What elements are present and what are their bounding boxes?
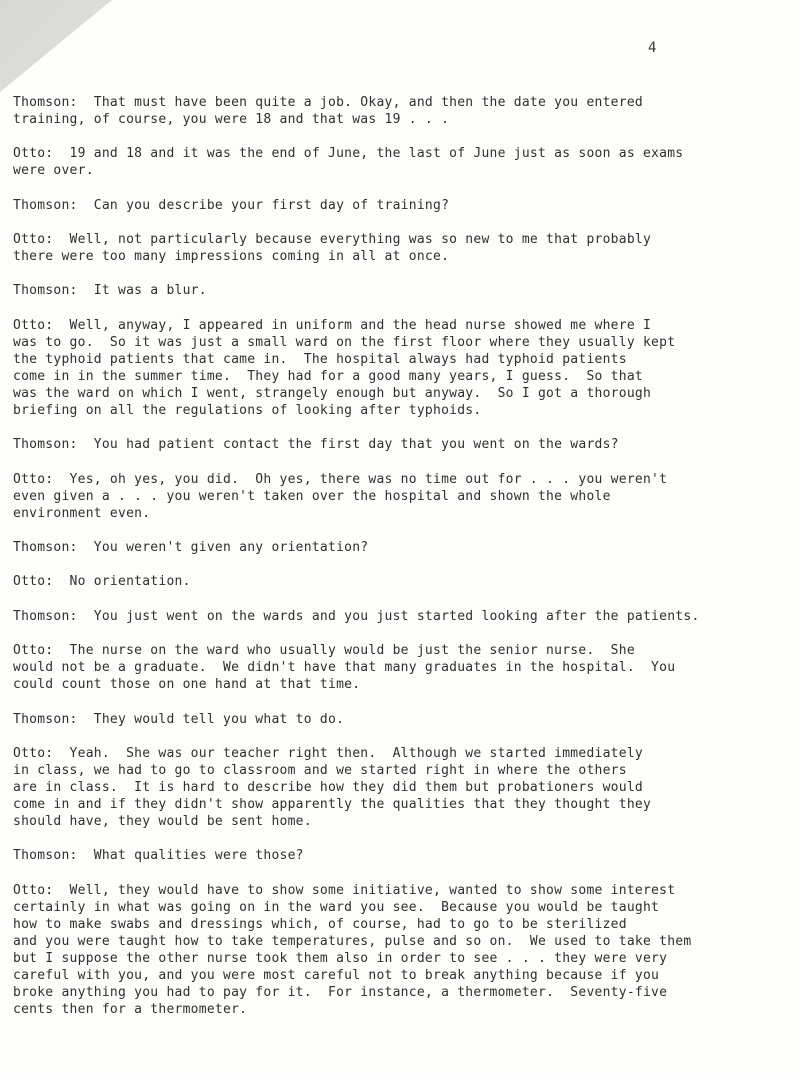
transcript-line: how to make swabs and dressings which, of course, had to go to be sterilized — [13, 916, 627, 932]
transcript-paragraph — [13, 608, 783, 625]
transcript-line: was the ward on which I went, strangely enough but anyway. So I got a thorough — [13, 386, 652, 402]
transcript-line: Otto: No orientation. — [13, 574, 191, 590]
transcript-line: briefing on all the regulations of looking after typhoids. — [13, 403, 482, 419]
transcript-line: environment even. — [13, 505, 151, 521]
transcript-line: come in in the summer time. They had for a good many years, I guess. So that — [13, 368, 643, 384]
transcript-line: could count those on one hand at that time. — [13, 677, 361, 693]
transcript-line: cents then for a thermometer. — [13, 1002, 248, 1018]
transcript-line: in class, we had to go to classroom and we started right in where the others — [13, 762, 627, 778]
transcript-line: Otto: Well, they would have to show some initiative, wanted to show some interest — [13, 882, 676, 898]
transcript-paragraph — [13, 847, 783, 864]
transcript-line: certainly in what was going on in the ward you see. Because you would be taught — [13, 899, 660, 915]
transcript-paragraph — [13, 197, 783, 214]
transcript-paragraph — [13, 882, 783, 1019]
transcript-line: there were too many impressions coming in all at once. — [13, 249, 450, 265]
transcript-line: Thomson: That must have been quite a job. Okay, and then the date you entered — [13, 95, 643, 110]
transcript-line: Thomson: They would tell you what to do. — [13, 711, 345, 727]
transcript-line: are in class. It is hard to describe how they did them but probationers would — [13, 779, 643, 795]
transcript-line: should have, they would be sent home. — [13, 814, 312, 830]
transcript-line: Otto: 19 and 18 and it was the end of June, the last of June just as soon as exams — [13, 146, 684, 162]
page-number: 4 — [648, 40, 657, 56]
transcript-line: was to go. So it was just a small ward on the first floor where they usually kept — [13, 334, 676, 350]
transcript-line: Otto: Well, anyway, I appeared in uniform and the head nurse showed me where I — [13, 317, 652, 333]
transcript-line: but I suppose the other nurse took them also in order to see . . . they were very — [13, 951, 668, 967]
transcript-paragraph — [13, 436, 783, 453]
transcript-paragraph — [13, 711, 783, 728]
transcript-paragraph — [13, 642, 783, 693]
transcript-paragraph — [13, 317, 783, 420]
transcript-line: come in and if they didn't show apparently the qualities that they thought they — [13, 797, 652, 813]
transcript-line: would not be a graduate. We didn't have that many graduates in the hospital. You — [13, 660, 676, 676]
transcript-line: the typhoid patients that came in. The hospital always had typhoid patients — [13, 351, 627, 367]
interview-transcript — [13, 94, 783, 1036]
transcript-line: Thomson: You just went on the wards and you just started looking after the patients. — [13, 608, 700, 624]
transcript-line: were over. — [13, 163, 94, 179]
transcript-line: Otto: The nurse on the ward who usually would be just the senior nurse. She — [13, 643, 635, 659]
transcript-paragraph — [13, 94, 783, 128]
folded-corner — [0, 0, 112, 92]
transcript-line: Otto: Well, not particularly because everything was so new to me that probably — [13, 232, 652, 248]
transcript-paragraph — [13, 471, 783, 522]
transcript-line: Thomson: What qualities were those? — [13, 848, 304, 864]
transcript-line: Thomson: Can you describe your first day of training? — [13, 197, 450, 213]
transcript-line: Thomson: You weren't given any orientation? — [13, 540, 369, 556]
transcript-paragraph — [13, 573, 783, 590]
transcript-paragraph — [13, 231, 783, 265]
transcript-line: Thomson: It was a blur. — [13, 283, 207, 299]
transcript-line: broke anything you had to pay for it. For instance, a thermometer. Seventy-five — [13, 985, 668, 1001]
transcript-line: Otto: Yeah. She was our teacher right then. Although we started immediately — [13, 745, 643, 761]
transcript-paragraph — [13, 282, 783, 299]
transcript-line: Thomson: You had patient contact the first day that you went on the wards? — [13, 437, 619, 453]
transcript-paragraph — [13, 745, 783, 830]
transcript-line: training, of course, you were 18 and that was 19 . . . — [13, 112, 450, 128]
transcript-line: Otto: Yes, oh yes, you did. Oh yes, there was no time out for . . . you weren't — [13, 471, 668, 487]
transcript-line: even given a . . . you weren't taken over the hospital and shown the whole — [13, 488, 611, 504]
transcript-paragraph — [13, 145, 783, 179]
transcript-line: careful with you, and you were most careful not to break anything because if you — [13, 968, 660, 984]
transcript-paragraph — [13, 539, 783, 556]
transcript-line: and you were taught how to take temperatures, pulse and so on. We used to take them — [13, 934, 692, 949]
